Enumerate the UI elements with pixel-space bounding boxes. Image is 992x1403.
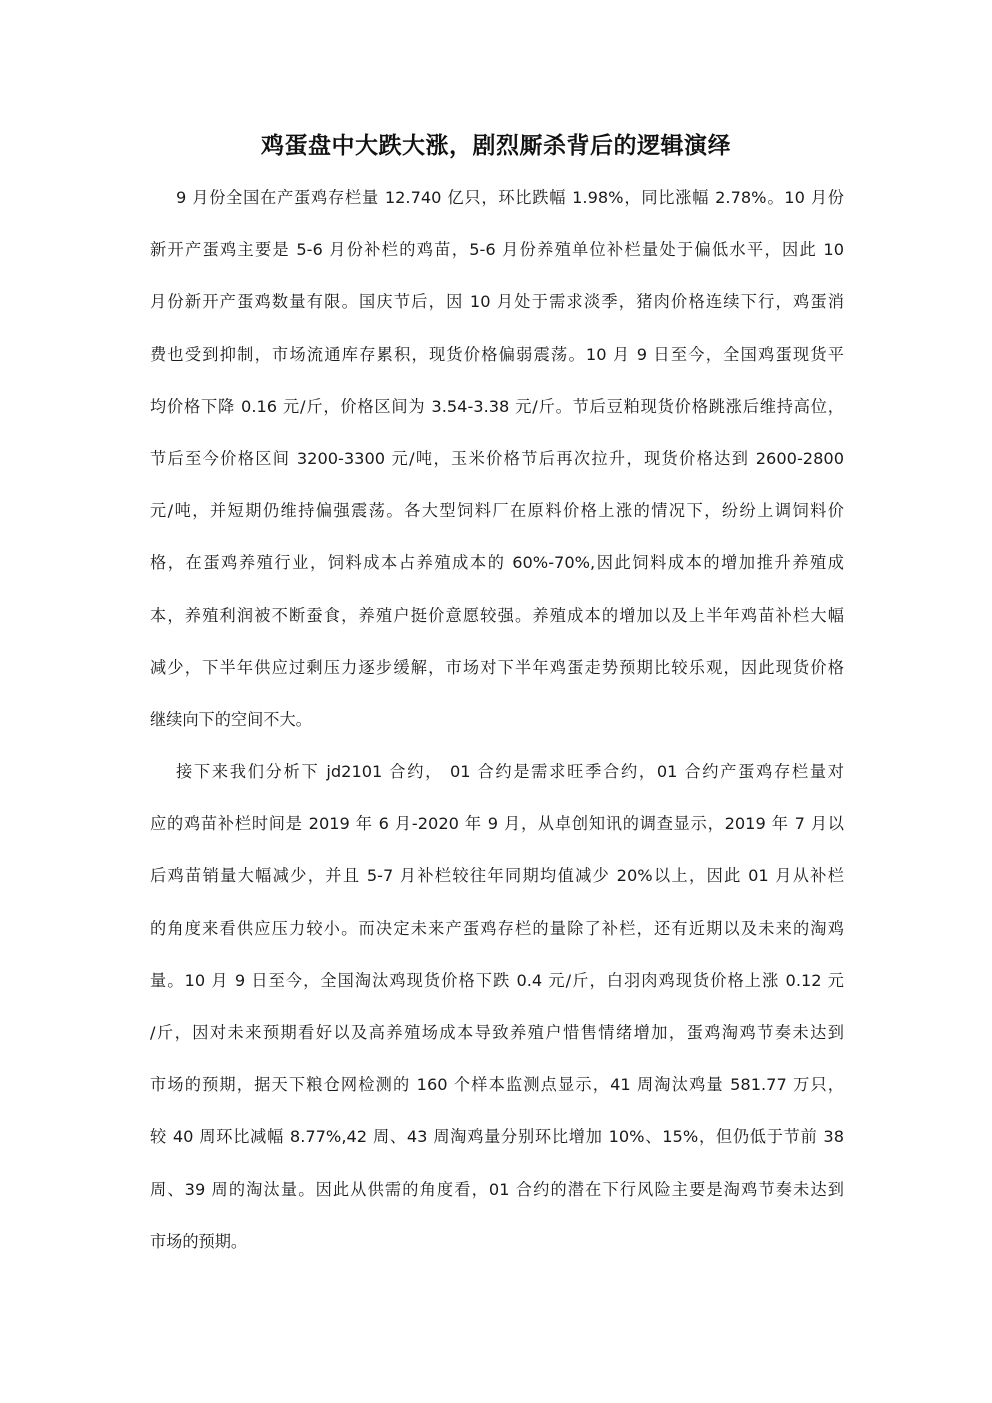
paragraph-1-line: 均价格下降 0.16 元/斤，价格区间为 3.54-3.38 元/斤。节后豆粕现货价格跳涨后维持高位， xyxy=(150,396,844,416)
paragraph-1-line: 元/吨，并短期仍维持偏强震荡。各大型饲料厂在原料价格上涨的情况下，纷纷上调饲料价 xyxy=(150,501,844,521)
paragraph-2-line: 量。10 月 9 日至今，全国淘汰鸡现货价格下跌 0.4 元/斤，白羽肉鸡现货价格上涨 0.12 元 xyxy=(150,970,844,990)
paragraph-2-line: 后鸡苗销量大幅减少，并且 5-7 月补栏较往年同期均值减少 20%以上，因此 01 月从补栏 xyxy=(150,866,844,886)
paragraph-1-line: 减少，下半年供应过剩压力逐步缓解，市场对下半年鸡蛋走势预期比较乐观，因此现货价格 xyxy=(150,657,844,677)
paragraph-2 xyxy=(150,754,844,1276)
paragraph-1-line: 月份新开产蛋鸡数量有限。国庆节后，因 10 月处于需求淡季，猪肉价格连续下行，鸡蛋消 xyxy=(150,292,844,312)
paragraph-2-line: 的角度来看供应压力较小。而决定未来产蛋鸡存栏的量除了补栏，还有近期以及未来的淘鸡 xyxy=(150,918,844,938)
paragraph-2-line: 应的鸡苗补栏时间是 2019 年 6 月-2020 年 9 月，从卓创知讯的调查显示，2019 年 7 月以 xyxy=(150,814,844,834)
document-title: 鸡蛋盘中大跌大涨，剧烈厮杀背后的逻辑演绎 xyxy=(261,133,731,159)
paragraph-2-line: 周、39 周的淘汰量。因此从供需的角度看，01 合约的潜在下行风险主要是淘鸡节奏未达到 xyxy=(150,1179,844,1199)
paragraph-2-line: /斤，因对未来预期看好以及高养殖场成本导致养殖户惜售情绪增加，蛋鸡淘鸡节奏未达到 xyxy=(150,1023,844,1042)
paragraph-1-line: 本，养殖利润被不断蚕食，养殖户挺价意愿较强。养殖成本的增加以及上半年鸡苗补栏大幅 xyxy=(150,605,844,625)
paragraph-1-line: 继续向下的空间不大。 xyxy=(150,709,312,729)
paragraph-2-line: 较 40 周环比减幅 8.77%,42 周、43 周淘鸡量分别环比增加 10%、15%，但仍低于节前 38 xyxy=(150,1127,844,1147)
paragraph-1-line: 格，在蛋鸡养殖行业，饲料成本占养殖成本的 60%-70%,因此饲料成本的增加推升养殖成 xyxy=(150,553,844,573)
document-body xyxy=(150,180,844,1276)
paragraph-1-line: 费也受到抑制，市场流通库存累积，现货价格偏弱震荡。10 月 9 日至今，全国鸡蛋现货平 xyxy=(150,344,844,364)
paragraph-2-line: 市场的预期，据天下粮仓网检测的 160 个样本监测点显示，41 周淘汰鸡量 581.77 万只， xyxy=(150,1075,844,1095)
paragraph-2-line: 接下来我们分析下 jd2101 合约， 01 合约是需求旺季合约，01 合约产蛋鸡存栏量对 xyxy=(176,762,844,782)
paragraph-2-line: 市场的预期。 xyxy=(150,1231,248,1251)
paragraph-1 xyxy=(150,180,844,754)
paragraph-1-line: 新开产蛋鸡主要是 5-6 月份补栏的鸡苗，5-6 月份养殖单位补栏量处于偏低水平，因此 10 xyxy=(150,240,844,260)
paragraph-1-line: 9 月份全国在产蛋鸡存栏量 12.740 亿只，环比跌幅 1.98%，同比涨幅 2.78%。10 月份 xyxy=(176,188,844,207)
paragraph-1-line: 节后至今价格区间 3200-3300 元/吨，玉米价格节后再次拉升，现货价格达到 2600-2800 xyxy=(150,448,844,468)
